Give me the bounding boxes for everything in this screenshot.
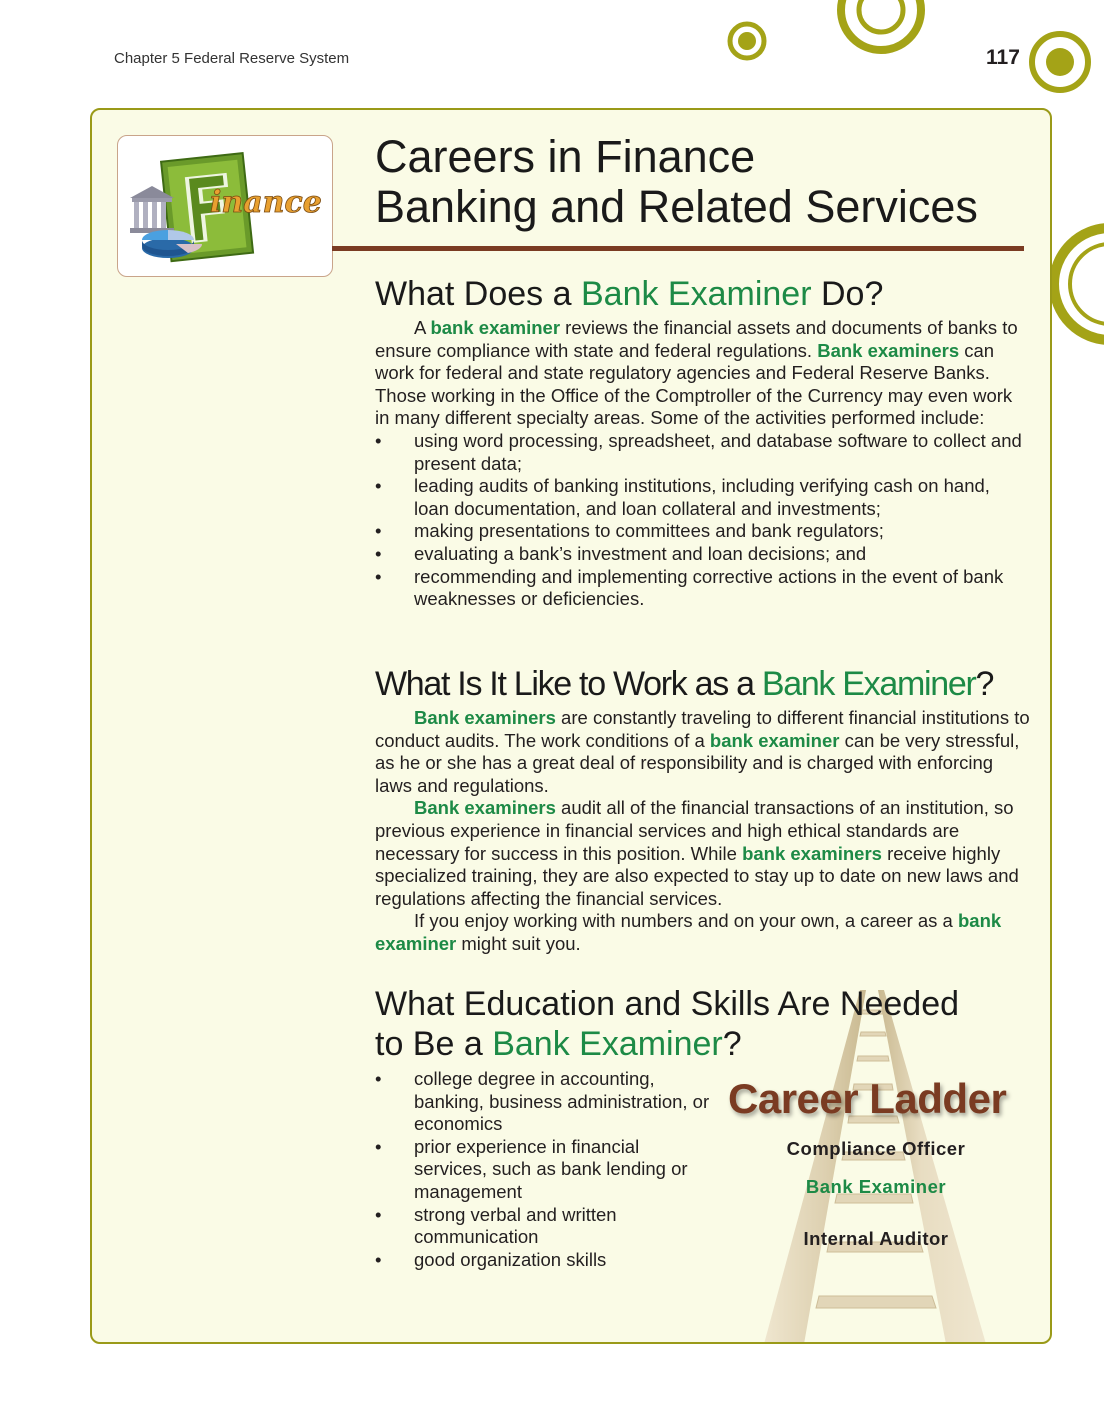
logo-wordmark: inance xyxy=(210,185,322,220)
section-3-heading: What Education and Skills Are Needed to Be a Bank Examiner? xyxy=(375,985,960,1063)
feature-panel xyxy=(90,108,1052,1344)
career-rung-current: Bank Examiner xyxy=(805,1176,947,1197)
section-1-paragraph: A bank examiner reviews the financial assets and documents of banks to ensure compliance with state and federal regulations. Bank examiners can work for federal and state regulatory agencies and Federal Reserve Banks. Those working in the Office of the Comptroller of the Currency may even work in many different specialty areas. Some of the activities performed include: xyxy=(375,317,1018,429)
title-line-2: Banking and Related Services xyxy=(375,181,978,232)
section-3-body xyxy=(375,1068,715,1271)
decorative-ring-page-number-icon xyxy=(1026,28,1094,96)
career-rung-bottom: Internal Auditor xyxy=(803,1228,949,1249)
list-item: • college degree in accounting, banking, business administration, or economics xyxy=(375,1068,715,1136)
running-head: Chapter 5 Federal Reserve System xyxy=(114,50,350,67)
section-1-body xyxy=(375,317,1030,611)
list-item: • making presentations to committees and bank regulators; xyxy=(375,520,1030,543)
section-1-heading: What Does a Bank Examiner Do? xyxy=(375,275,884,313)
list-item: • strong verbal and written communication xyxy=(375,1204,715,1249)
decorative-ring-small-icon xyxy=(726,20,768,62)
section-2-heading: What Is It Like to Work as a Bank Examiner? xyxy=(375,665,994,703)
decorative-ring-side-icon xyxy=(1046,222,1104,346)
list-item: • recommending and implementing corrective actions in the event of bank weaknesses or deficiencies. xyxy=(375,566,1030,611)
finance-logo xyxy=(117,135,333,277)
finance-logo-icon xyxy=(118,136,334,278)
title-divider xyxy=(332,246,1024,251)
career-ladder-title: Career Ladder xyxy=(728,1075,1007,1122)
page-number: 117 xyxy=(986,46,1020,69)
list-item: • prior experience in financial services, such as bank lending or management xyxy=(375,1136,715,1204)
section-2-body xyxy=(375,707,1030,956)
list-item: • using word processing, spreadsheet, and database software to collect and present data; xyxy=(375,430,1030,475)
list-item: • evaluating a bank’s investment and loan decisions; and xyxy=(375,543,1030,566)
skills-list xyxy=(375,1068,715,1271)
list-item: • good organization skills xyxy=(375,1249,715,1272)
section-2-paragraph-3: If you enjoy working with numbers and on your own, a career as a bank examiner might suit you. xyxy=(375,910,1002,954)
section-2-paragraph-1: Bank examiners are constantly traveling to different financial institutions to conduct audits. The work conditions of a bank examiner can be very stressful, as he or she has a great deal of responsibility and is charged with enforcing laws and regulations. xyxy=(375,707,1030,796)
section-2-paragraph-2: Bank examiners audit all of the financial transactions of an institution, so previous experience in financial services and high ethical standards are necessary for success in this position. While bank examiners receive highly specialized training, they are also expected to stay up to date on new laws and regulations affecting the financial services. xyxy=(375,797,1019,909)
decorative-ring-top-icon xyxy=(834,0,928,58)
activities-list xyxy=(375,430,1030,611)
career-rung-top: Compliance Officer xyxy=(786,1138,966,1159)
title-line-1: Careers in Finance xyxy=(375,131,756,182)
list-item: • leading audits of banking institutions, including verifying cash on hand, loan documentation, and loan collateral and investments; xyxy=(375,475,1030,520)
page-title xyxy=(375,132,978,232)
